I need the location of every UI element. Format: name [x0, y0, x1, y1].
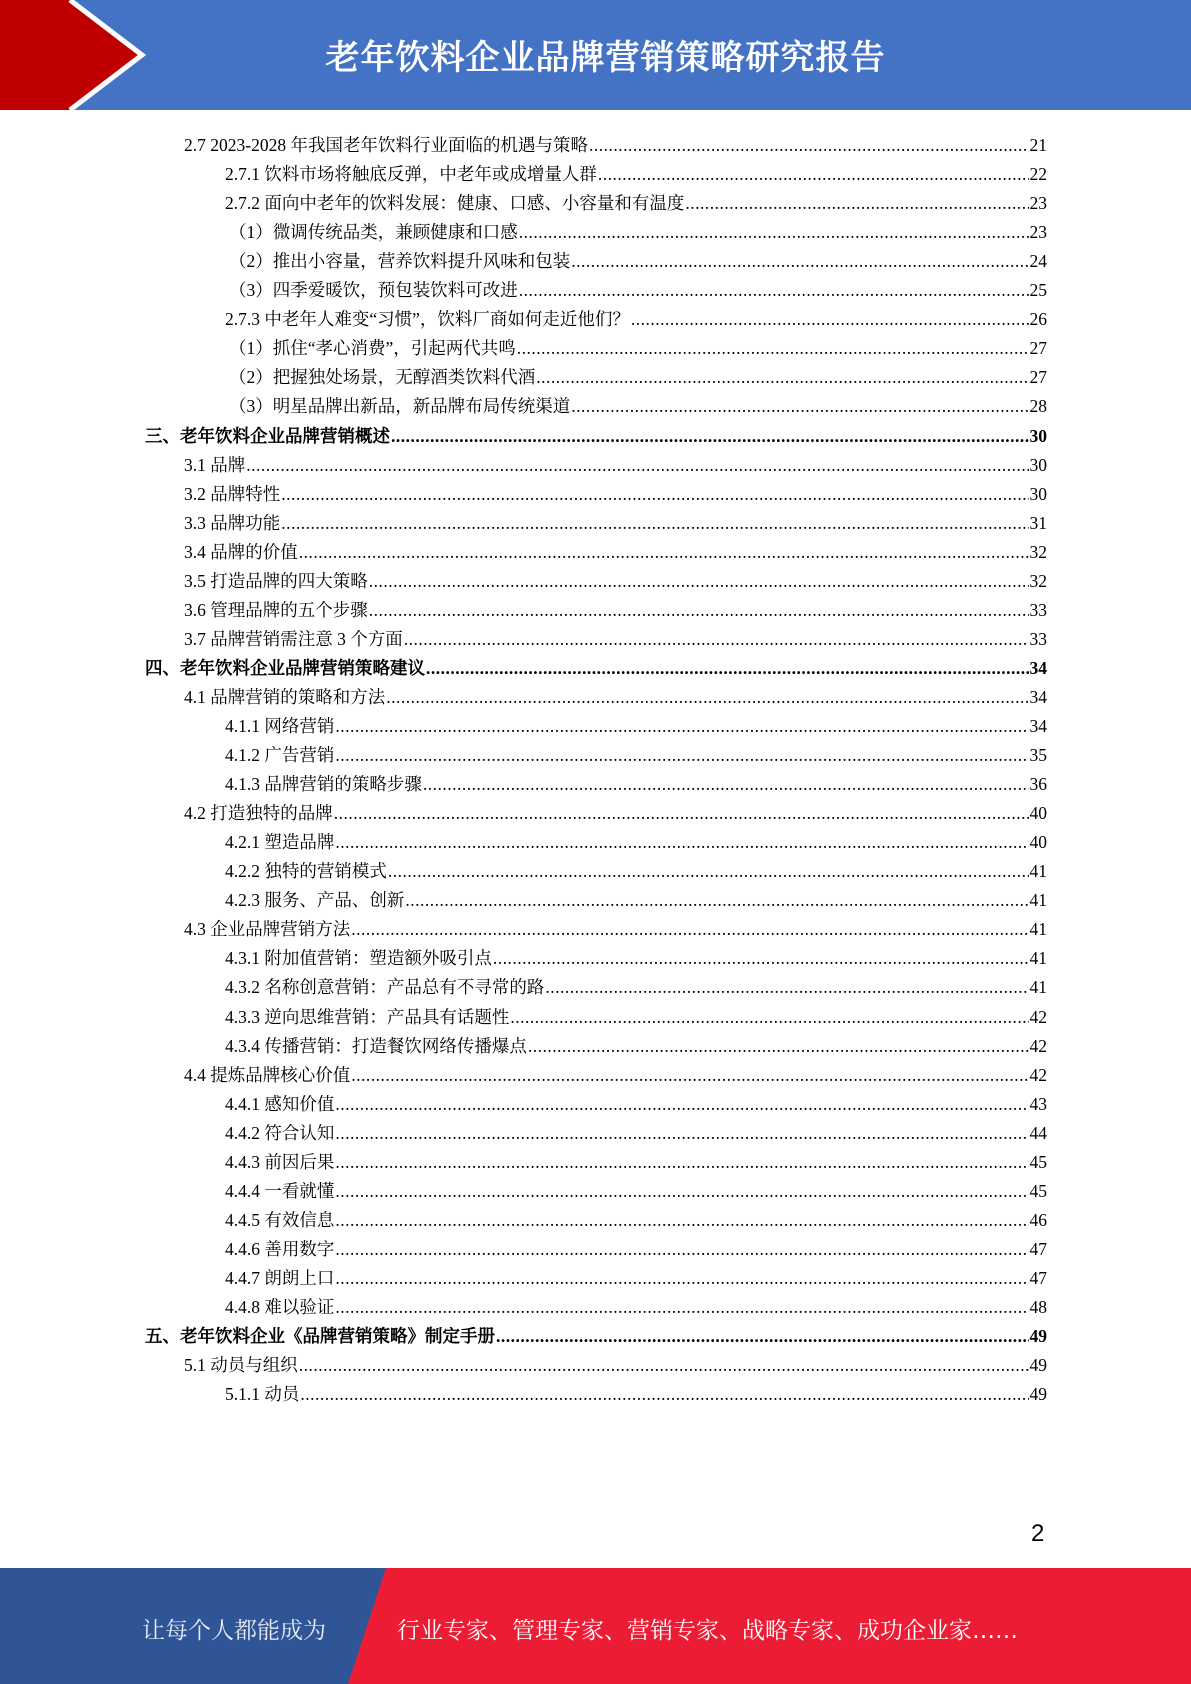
toc-entry-title: 3.5 打造品牌的四大策略 [184, 570, 368, 591]
toc-entry-title: 4.4 提炼品牌核心价值 [184, 1064, 351, 1085]
toc-entry-title: 4.4.8 难以验证 [225, 1297, 335, 1317]
toc-entry-page: 43 [1029, 1093, 1047, 1114]
toc-entry-page: 22 [1029, 164, 1047, 185]
toc-entry[interactable] [184, 626, 1047, 650]
toc-entry-page: 30 [1029, 483, 1047, 504]
toc-dot-leader [299, 542, 1029, 563]
toc-entry-title: 4.2.3 服务、产品、创新 [225, 890, 405, 911]
toc-dot-leader [335, 1239, 1028, 1260]
toc-entry-title: 2.7.2 面向中老年的饮料发展：健康、口感、小容量和有温度 [225, 193, 685, 214]
toc-dot-leader [423, 774, 1029, 795]
toc-dot-leader [631, 309, 1029, 330]
toc-entry-page: 40 [1029, 832, 1047, 853]
toc-dot-leader [335, 1297, 1028, 1318]
toc-entry[interactable] [184, 597, 1047, 621]
toc-dot-leader [335, 1268, 1028, 1289]
toc-entry-page: 49 [1029, 1326, 1047, 1347]
toc-dot-leader [369, 571, 1029, 592]
toc-entry-page: 47 [1029, 1238, 1047, 1259]
toc-entry[interactable] [225, 829, 1047, 853]
toc-entry-page: 30 [1029, 454, 1047, 475]
toc-entry-page: 23 [1029, 193, 1047, 214]
toc-entry[interactable] [229, 393, 1047, 417]
toc-entry[interactable] [184, 568, 1047, 592]
toc-dot-leader [335, 1152, 1028, 1173]
toc-entry[interactable] [225, 1033, 1047, 1057]
toc-entry-page: 41 [1029, 919, 1047, 940]
toc-dot-leader [510, 1007, 1028, 1028]
toc-entry-title: 3.6 管理品牌的五个步骤 [184, 599, 368, 620]
toc-entry-title: 4.3.1 附加值营销：塑造额外吸引点 [225, 948, 492, 969]
toc-entry-title: （3）明星品牌出新品，新品牌布局传统渠道 [229, 396, 571, 417]
toc-entry[interactable] [225, 306, 1047, 330]
toc-entry[interactable] [225, 771, 1047, 795]
toc-entry-page: 42 [1029, 1064, 1047, 1085]
toc-entry[interactable] [184, 1062, 1047, 1086]
toc-entry-title: 4.3.4 传播营销：打造餐饮网络传播爆点 [225, 1035, 527, 1056]
toc-dot-leader [351, 919, 1028, 940]
toc-entry-title: 4.4.5 有效信息 [225, 1209, 335, 1230]
toc-entry-title: （1）抓住“孝心消费”，引起两代共鸣 [229, 338, 516, 359]
toc-dot-leader [299, 1355, 1029, 1376]
page-footer [0, 1568, 1191, 1684]
toc-entry[interactable] [225, 190, 1047, 214]
toc-entry-title: （2）推出小容量，营养饮料提升风味和包装 [229, 251, 571, 272]
toc-entry-page: 41 [1029, 890, 1047, 911]
toc-entry-title: 4.2.2 独特的营销模式 [225, 861, 387, 882]
toc-dot-leader [246, 455, 1028, 476]
toc-entry[interactable] [225, 887, 1047, 911]
toc-entry-page: 28 [1029, 396, 1047, 417]
toc-entry-title: 3.2 品牌特性 [184, 483, 281, 504]
toc-entry-title: 3.1 品牌 [184, 454, 246, 475]
toc-entry[interactable] [225, 858, 1047, 882]
toc-entry[interactable] [225, 713, 1047, 737]
toc-entry-page: 33 [1029, 599, 1047, 620]
footer-slogan-left: 让每个人都能成为 [142, 1618, 326, 1644]
toc-dot-leader [571, 396, 1028, 417]
toc-chapter-entry[interactable] [145, 655, 1047, 679]
toc-entry-page: 49 [1029, 1355, 1047, 1376]
toc-dot-leader [426, 658, 1029, 679]
toc-entry[interactable] [225, 1149, 1047, 1173]
toc-entry-page: 42 [1029, 1035, 1047, 1056]
toc-dot-leader [334, 803, 1029, 824]
toc-dot-leader [404, 629, 1029, 650]
toc-entry[interactable] [184, 510, 1047, 534]
toc-dot-leader [519, 280, 1029, 301]
toc-entry-title: 4.4.3 前因后果 [225, 1151, 335, 1172]
toc-entry-title: 2.7 2023-2028 年我国老年饮料行业面临的机遇与策略 [184, 135, 588, 155]
toc-entry-page: 45 [1029, 1180, 1047, 1201]
toc-entry-page: 36 [1029, 774, 1047, 795]
toc-entry-page: 25 [1029, 280, 1047, 301]
toc-entry[interactable] [184, 916, 1047, 940]
toc-entry[interactable] [225, 1178, 1047, 1202]
toc-dot-leader [589, 135, 1029, 156]
toc-entry[interactable] [225, 1004, 1047, 1028]
toc-entry-page: 31 [1029, 512, 1047, 533]
toc-dot-leader [496, 1326, 1029, 1347]
toc-dot-leader [386, 687, 1028, 708]
toc-entry-page: 21 [1029, 135, 1047, 155]
toc-entry[interactable] [225, 742, 1047, 766]
toc-dot-leader [528, 1036, 1029, 1057]
toc-entry[interactable] [184, 539, 1047, 563]
toc-entry[interactable] [225, 1091, 1047, 1115]
toc-entry[interactable] [225, 1294, 1047, 1318]
toc-entry-title: 5.1.1 动员 [225, 1384, 300, 1405]
toc-entry[interactable] [229, 277, 1047, 301]
toc-entry-page: 40 [1029, 803, 1047, 824]
toc-entry-title: 四、老年饮料企业品牌营销策略建议 [145, 657, 425, 678]
toc-entry-title: 2.7.1 饮料市场将触底反弹，中老年或成增量人群 [225, 164, 597, 185]
toc-entry-title: 4.1 品牌营销的策略和方法 [184, 686, 386, 707]
toc-dot-leader [391, 426, 1029, 447]
toc-entry-page: 44 [1029, 1122, 1047, 1143]
toc-entry[interactable] [229, 364, 1047, 388]
toc-entry-title: 4.3.2 名称创意营销：产品总有不寻常的路 [225, 977, 545, 998]
page-header [0, 0, 1191, 110]
toc-entry[interactable] [229, 219, 1047, 243]
toc-entry[interactable] [229, 335, 1047, 359]
toc-entry-page: 32 [1029, 541, 1047, 562]
toc-entry-title: 4.1.1 网络营销 [225, 716, 335, 736]
toc-entry[interactable] [184, 481, 1047, 505]
toc-entry-page: 49 [1029, 1384, 1047, 1405]
toc-entry[interactable] [225, 1381, 1047, 1405]
toc-entry-page: 26 [1029, 309, 1047, 330]
toc-entry-title: 4.2 打造独特的品牌 [184, 803, 333, 824]
toc-entry-title: （2）把握独处场景，无醇酒类饮料代酒 [229, 367, 536, 388]
toc-dot-leader [517, 338, 1029, 359]
toc-entry-page: 32 [1029, 570, 1047, 591]
toc-dot-leader [335, 1210, 1028, 1231]
footer-slogan-right: 行业专家、管理专家、营销专家、战略专家、成功企业家…… [397, 1618, 1018, 1644]
toc-entry-title: 4.4.2 符合认知 [225, 1122, 335, 1143]
toc-entry-title: 4.3 企业品牌营销方法 [184, 919, 351, 940]
toc-dot-leader [300, 1384, 1028, 1405]
toc-entry-page: 42 [1029, 1006, 1047, 1027]
toc-entry[interactable] [225, 1236, 1047, 1260]
toc-entry-page: 41 [1029, 948, 1047, 969]
toc-entry[interactable] [184, 800, 1047, 824]
toc-dot-leader [335, 716, 1028, 737]
toc-entry-page: 41 [1029, 861, 1047, 882]
toc-entry-title: 3.7 品牌营销需注意 3 个方面 [184, 628, 403, 649]
toc-dot-leader [598, 164, 1029, 185]
toc-entry-title: 4.1.3 品牌营销的策略步骤 [225, 774, 422, 795]
toc-dot-leader [493, 948, 1029, 969]
toc-dot-leader [369, 600, 1029, 621]
toc-entry-title: 五、老年饮料企业《品牌营销策略》制定手册 [145, 1326, 495, 1347]
toc-entry[interactable] [225, 945, 1047, 969]
toc-dot-leader [335, 1123, 1028, 1144]
toc-entry-page: 34 [1029, 686, 1047, 707]
toc-entry-title: 4.3.3 逆向思维营销：产品具有话题性 [225, 1006, 510, 1027]
toc-entry[interactable] [225, 1207, 1047, 1231]
toc-entry[interactable] [225, 161, 1047, 185]
toc-entry-page: 45 [1029, 1151, 1047, 1172]
toc-entry-title: 4.4.7 朗朗上口 [225, 1267, 335, 1288]
toc-entry-page: 33 [1029, 628, 1047, 649]
toc-entry-title: 2.7.3 中老年人难变“习惯”，饮料厂商如何走近他们？ [225, 309, 630, 330]
toc-entry[interactable] [225, 974, 1047, 998]
toc-dot-leader [335, 1094, 1028, 1115]
toc-entry-page: 24 [1029, 251, 1047, 272]
toc-entry-title: 3.3 品牌功能 [184, 512, 281, 533]
toc-dot-leader [335, 832, 1028, 853]
toc-dot-leader [388, 861, 1029, 882]
toc-entry-page: 35 [1029, 745, 1047, 766]
toc-entry[interactable] [184, 452, 1047, 476]
toc-dot-leader [685, 193, 1028, 214]
toc-dot-leader [335, 745, 1028, 766]
toc-dot-leader [571, 251, 1028, 272]
toc-entry-page: 48 [1029, 1297, 1047, 1317]
toc-entry-title: 4.4.1 感知价值 [225, 1093, 335, 1114]
toc-entry-title: （3）四季爱暖饮，预包装饮料可改进 [229, 280, 518, 301]
toc-dot-leader [281, 484, 1028, 505]
toc-entry-page: 27 [1029, 338, 1047, 359]
toc-entry-title: 3.4 品牌的价值 [184, 541, 298, 562]
toc-entry-page: 27 [1029, 367, 1047, 388]
toc-chapter-entry[interactable] [145, 423, 1047, 447]
toc-entry[interactable] [184, 1352, 1047, 1376]
toc-entry-title: 4.4.6 善用数字 [225, 1238, 335, 1259]
toc-dot-leader [519, 222, 1029, 243]
toc-dot-leader [405, 890, 1028, 911]
toc-entry-title: （1）微调传统品类，兼顾健康和口感 [229, 222, 518, 243]
toc-entry-title: 5.1 动员与组织 [184, 1355, 298, 1376]
toc-entry[interactable] [229, 248, 1047, 272]
toc-entry-page: 47 [1029, 1267, 1047, 1288]
toc-entry-title: 4.2.1 塑造品牌 [225, 832, 335, 853]
toc-dot-leader [335, 1181, 1028, 1202]
page-number: 2 [1031, 1520, 1045, 1547]
toc-entry[interactable] [184, 684, 1047, 708]
toc-entry-title: 4.4.4 一看就懂 [225, 1180, 335, 1201]
toc-entry-page: 46 [1029, 1209, 1047, 1230]
toc-entry-title: 4.1.2 广告营销 [225, 745, 335, 766]
toc-dot-leader [351, 1065, 1028, 1086]
toc-entry-page: 30 [1029, 425, 1047, 446]
toc-entry[interactable] [184, 132, 1047, 156]
toc-chapter-entry[interactable] [145, 1323, 1047, 1347]
toc-dot-leader [281, 513, 1028, 534]
toc-entry-page: 34 [1029, 657, 1047, 678]
toc-dot-leader [545, 977, 1028, 998]
toc-entry-page: 41 [1029, 977, 1047, 998]
toc-entry-page: 34 [1029, 716, 1047, 736]
toc-dot-leader [536, 367, 1028, 388]
toc-entry-title: 三、老年饮料企业品牌营销概述 [145, 425, 390, 446]
toc-entry[interactable] [225, 1265, 1047, 1289]
report-title: 老年饮料企业品牌营销策略研究报告 [325, 38, 886, 78]
toc-entry[interactable] [225, 1120, 1047, 1144]
toc-entry-page: 23 [1029, 222, 1047, 243]
